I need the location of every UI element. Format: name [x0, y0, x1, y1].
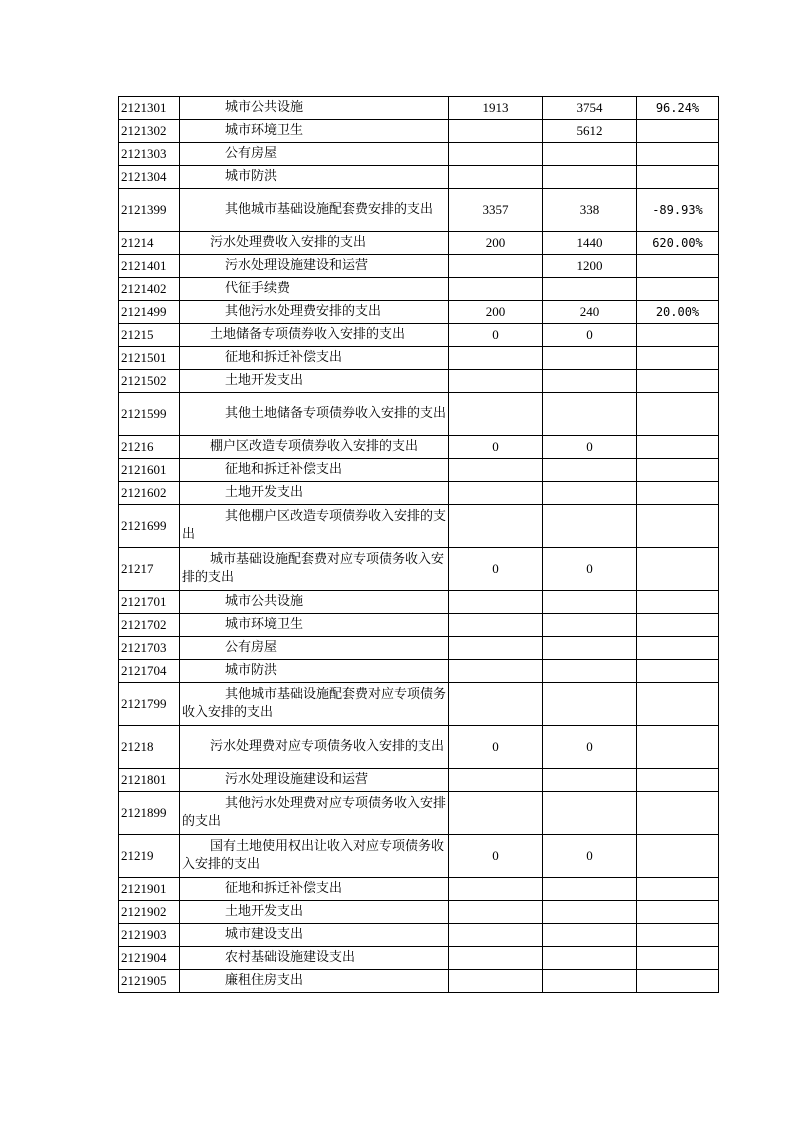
row-name: 污水处理设施建设和运营: [180, 769, 449, 792]
row-value-2: [543, 970, 637, 993]
row-percent: 20.00%: [637, 301, 719, 324]
row-value-2: 338: [543, 189, 637, 232]
row-percent: [637, 947, 719, 970]
table-row: [119, 835, 719, 878]
row-code: 2121901: [119, 878, 180, 901]
row-name: 污水处理费对应专项债务收入安排的支出: [180, 726, 449, 769]
row-percent: [637, 436, 719, 459]
row-value-2: [543, 591, 637, 614]
row-name: 城市防洪: [180, 166, 449, 189]
row-percent: [637, 255, 719, 278]
table-row: [119, 370, 719, 393]
row-value-1: 3357: [449, 189, 543, 232]
row-value-1: 200: [449, 301, 543, 324]
row-value-2: 0: [543, 436, 637, 459]
row-value-1: [449, 591, 543, 614]
row-code: 21217: [119, 548, 180, 591]
row-value-1: [449, 166, 543, 189]
row-name: 征地和拆迁补偿支出: [180, 459, 449, 482]
row-percent: [637, 769, 719, 792]
row-code: 2121904: [119, 947, 180, 970]
row-code: 2121902: [119, 901, 180, 924]
row-value-1: 0: [449, 548, 543, 591]
table-row: [119, 166, 719, 189]
row-percent: [637, 482, 719, 505]
table-row: [119, 301, 719, 324]
table-row: [119, 947, 719, 970]
row-value-2: [543, 769, 637, 792]
row-name: 其他土地储备专项债券收入安排的支出: [180, 393, 449, 436]
row-name: 土地储备专项债券收入安排的支出: [180, 324, 449, 347]
row-value-2: [543, 660, 637, 683]
row-code: 2121499: [119, 301, 180, 324]
row-value-1: [449, 614, 543, 637]
row-value-2: 0: [543, 548, 637, 591]
row-percent: [637, 901, 719, 924]
row-code: 2121599: [119, 393, 180, 436]
row-code: 2121304: [119, 166, 180, 189]
row-name: 代征手续费: [180, 278, 449, 301]
row-code: 2121502: [119, 370, 180, 393]
row-code: 21219: [119, 835, 180, 878]
row-value-1: 0: [449, 436, 543, 459]
table-row: [119, 924, 719, 947]
row-value-1: [449, 878, 543, 901]
row-name: 城市公共设施: [180, 97, 449, 120]
row-percent: [637, 143, 719, 166]
row-percent: [637, 924, 719, 947]
row-percent: [637, 505, 719, 548]
table-row: [119, 189, 719, 232]
row-value-1: 200: [449, 232, 543, 255]
row-value-2: [543, 482, 637, 505]
row-code: 2121799: [119, 683, 180, 726]
table-row: [119, 769, 719, 792]
row-name: 征地和拆迁补偿支出: [180, 878, 449, 901]
row-value-2: [543, 878, 637, 901]
row-code: 2121399: [119, 189, 180, 232]
row-code: 21215: [119, 324, 180, 347]
table-row: [119, 459, 719, 482]
table-row: [119, 255, 719, 278]
row-percent: [637, 683, 719, 726]
row-code: 2121601: [119, 459, 180, 482]
row-code: 2121602: [119, 482, 180, 505]
row-value-2: 240: [543, 301, 637, 324]
row-code: 21216: [119, 436, 180, 459]
row-percent: [637, 278, 719, 301]
row-value-1: [449, 660, 543, 683]
table-row: [119, 878, 719, 901]
row-name: 城市建设支出: [180, 924, 449, 947]
table-row: [119, 548, 719, 591]
row-name: 土地开发支出: [180, 482, 449, 505]
table-row: [119, 505, 719, 548]
row-percent: [637, 393, 719, 436]
row-percent: [637, 614, 719, 637]
budget-table: [118, 96, 719, 993]
table-row: [119, 120, 719, 143]
row-percent: [637, 370, 719, 393]
row-value-1: [449, 683, 543, 726]
row-name: 征地和拆迁补偿支出: [180, 347, 449, 370]
row-name: 公有房屋: [180, 143, 449, 166]
table-row: [119, 901, 719, 924]
table-row: [119, 970, 719, 993]
row-value-1: [449, 393, 543, 436]
row-value-1: [449, 947, 543, 970]
row-percent: [637, 120, 719, 143]
row-name: 其他污水处理费安排的支出: [180, 301, 449, 324]
row-value-1: 0: [449, 324, 543, 347]
table-row: [119, 660, 719, 683]
row-value-1: [449, 505, 543, 548]
row-value-1: [449, 278, 543, 301]
row-name: 国有土地使用权出让收入对应专项债务收入安排的支出: [180, 835, 449, 878]
table-row: [119, 637, 719, 660]
row-value-1: [449, 120, 543, 143]
table-row: [119, 792, 719, 835]
row-value-2: 0: [543, 726, 637, 769]
row-code: 2121701: [119, 591, 180, 614]
row-percent: 96.24%: [637, 97, 719, 120]
row-percent: [637, 726, 719, 769]
row-value-2: [543, 278, 637, 301]
row-value-2: 3754: [543, 97, 637, 120]
table-row: [119, 97, 719, 120]
row-value-2: [543, 166, 637, 189]
row-value-1: [449, 347, 543, 370]
row-code: 2121501: [119, 347, 180, 370]
row-code: 21218: [119, 726, 180, 769]
row-value-2: [543, 370, 637, 393]
row-percent: [637, 324, 719, 347]
row-code: 2121401: [119, 255, 180, 278]
table-row: [119, 324, 719, 347]
row-code: 2121702: [119, 614, 180, 637]
budget-table-body: [119, 97, 719, 993]
row-name: 其他城市基础设施配套费对应专项债务收入安排的支出: [180, 683, 449, 726]
table-row: [119, 614, 719, 637]
row-code: 2121905: [119, 970, 180, 993]
row-value-1: 0: [449, 835, 543, 878]
row-value-2: 1200: [543, 255, 637, 278]
table-row: [119, 683, 719, 726]
row-name: 城市基础设施配套费对应专项债务收入安排的支出: [180, 548, 449, 591]
row-percent: -89.93%: [637, 189, 719, 232]
row-percent: [637, 347, 719, 370]
row-value-2: [543, 505, 637, 548]
row-percent: 620.00%: [637, 232, 719, 255]
row-value-1: [449, 255, 543, 278]
row-name: 其他棚户区改造专项债券收入安排的支出: [180, 505, 449, 548]
table-row: [119, 393, 719, 436]
row-value-2: 0: [543, 324, 637, 347]
row-name: 土地开发支出: [180, 901, 449, 924]
row-percent: [637, 591, 719, 614]
table-row: [119, 436, 719, 459]
table-row: [119, 232, 719, 255]
row-percent: [637, 548, 719, 591]
row-value-1: [449, 901, 543, 924]
row-code: 2121903: [119, 924, 180, 947]
row-code: 2121704: [119, 660, 180, 683]
row-value-1: [449, 482, 543, 505]
row-code: 2121402: [119, 278, 180, 301]
row-value-1: [449, 459, 543, 482]
row-percent: [637, 835, 719, 878]
row-value-1: [449, 370, 543, 393]
row-value-2: [543, 393, 637, 436]
table-row: [119, 591, 719, 614]
row-value-2: [543, 637, 637, 660]
row-value-2: [543, 614, 637, 637]
row-name: 土地开发支出: [180, 370, 449, 393]
table-row: [119, 143, 719, 166]
row-value-2: [543, 792, 637, 835]
row-value-1: 1913: [449, 97, 543, 120]
row-name: 棚户区改造专项债券收入安排的支出: [180, 436, 449, 459]
row-value-1: 0: [449, 726, 543, 769]
row-code: 2121801: [119, 769, 180, 792]
row-name: 污水处理费收入安排的支出: [180, 232, 449, 255]
row-name: 公有房屋: [180, 637, 449, 660]
row-name: 城市公共设施: [180, 591, 449, 614]
row-name: 其他城市基础设施配套费安排的支出: [180, 189, 449, 232]
table-row: [119, 278, 719, 301]
row-value-2: [543, 683, 637, 726]
row-name: 城市环境卫生: [180, 614, 449, 637]
row-code: 2121301: [119, 97, 180, 120]
row-code: 2121703: [119, 637, 180, 660]
row-name: 廉租住房支出: [180, 970, 449, 993]
row-value-1: [449, 792, 543, 835]
row-value-2: 1440: [543, 232, 637, 255]
row-percent: [637, 660, 719, 683]
row-value-2: [543, 143, 637, 166]
row-code: 21214: [119, 232, 180, 255]
row-name: 城市防洪: [180, 660, 449, 683]
row-value-1: [449, 143, 543, 166]
table-row: [119, 482, 719, 505]
row-code: 2121699: [119, 505, 180, 548]
row-value-1: [449, 769, 543, 792]
row-value-2: [543, 947, 637, 970]
row-name: 其他污水处理费对应专项债务收入安排的支出: [180, 792, 449, 835]
row-percent: [637, 878, 719, 901]
row-percent: [637, 792, 719, 835]
row-value-2: [543, 347, 637, 370]
row-percent: [637, 459, 719, 482]
row-code: 2121302: [119, 120, 180, 143]
row-code: 2121303: [119, 143, 180, 166]
row-value-2: [543, 901, 637, 924]
row-value-2: [543, 459, 637, 482]
row-name: 污水处理设施建设和运营: [180, 255, 449, 278]
row-value-1: [449, 970, 543, 993]
row-name: 城市环境卫生: [180, 120, 449, 143]
table-row: [119, 726, 719, 769]
row-value-1: [449, 924, 543, 947]
row-percent: [637, 637, 719, 660]
row-name: 农村基础设施建设支出: [180, 947, 449, 970]
row-value-2: [543, 924, 637, 947]
row-percent: [637, 970, 719, 993]
row-value-1: [449, 637, 543, 660]
row-code: 2121899: [119, 792, 180, 835]
row-percent: [637, 166, 719, 189]
row-value-2: 0: [543, 835, 637, 878]
table-row: [119, 347, 719, 370]
row-value-2: 5612: [543, 120, 637, 143]
